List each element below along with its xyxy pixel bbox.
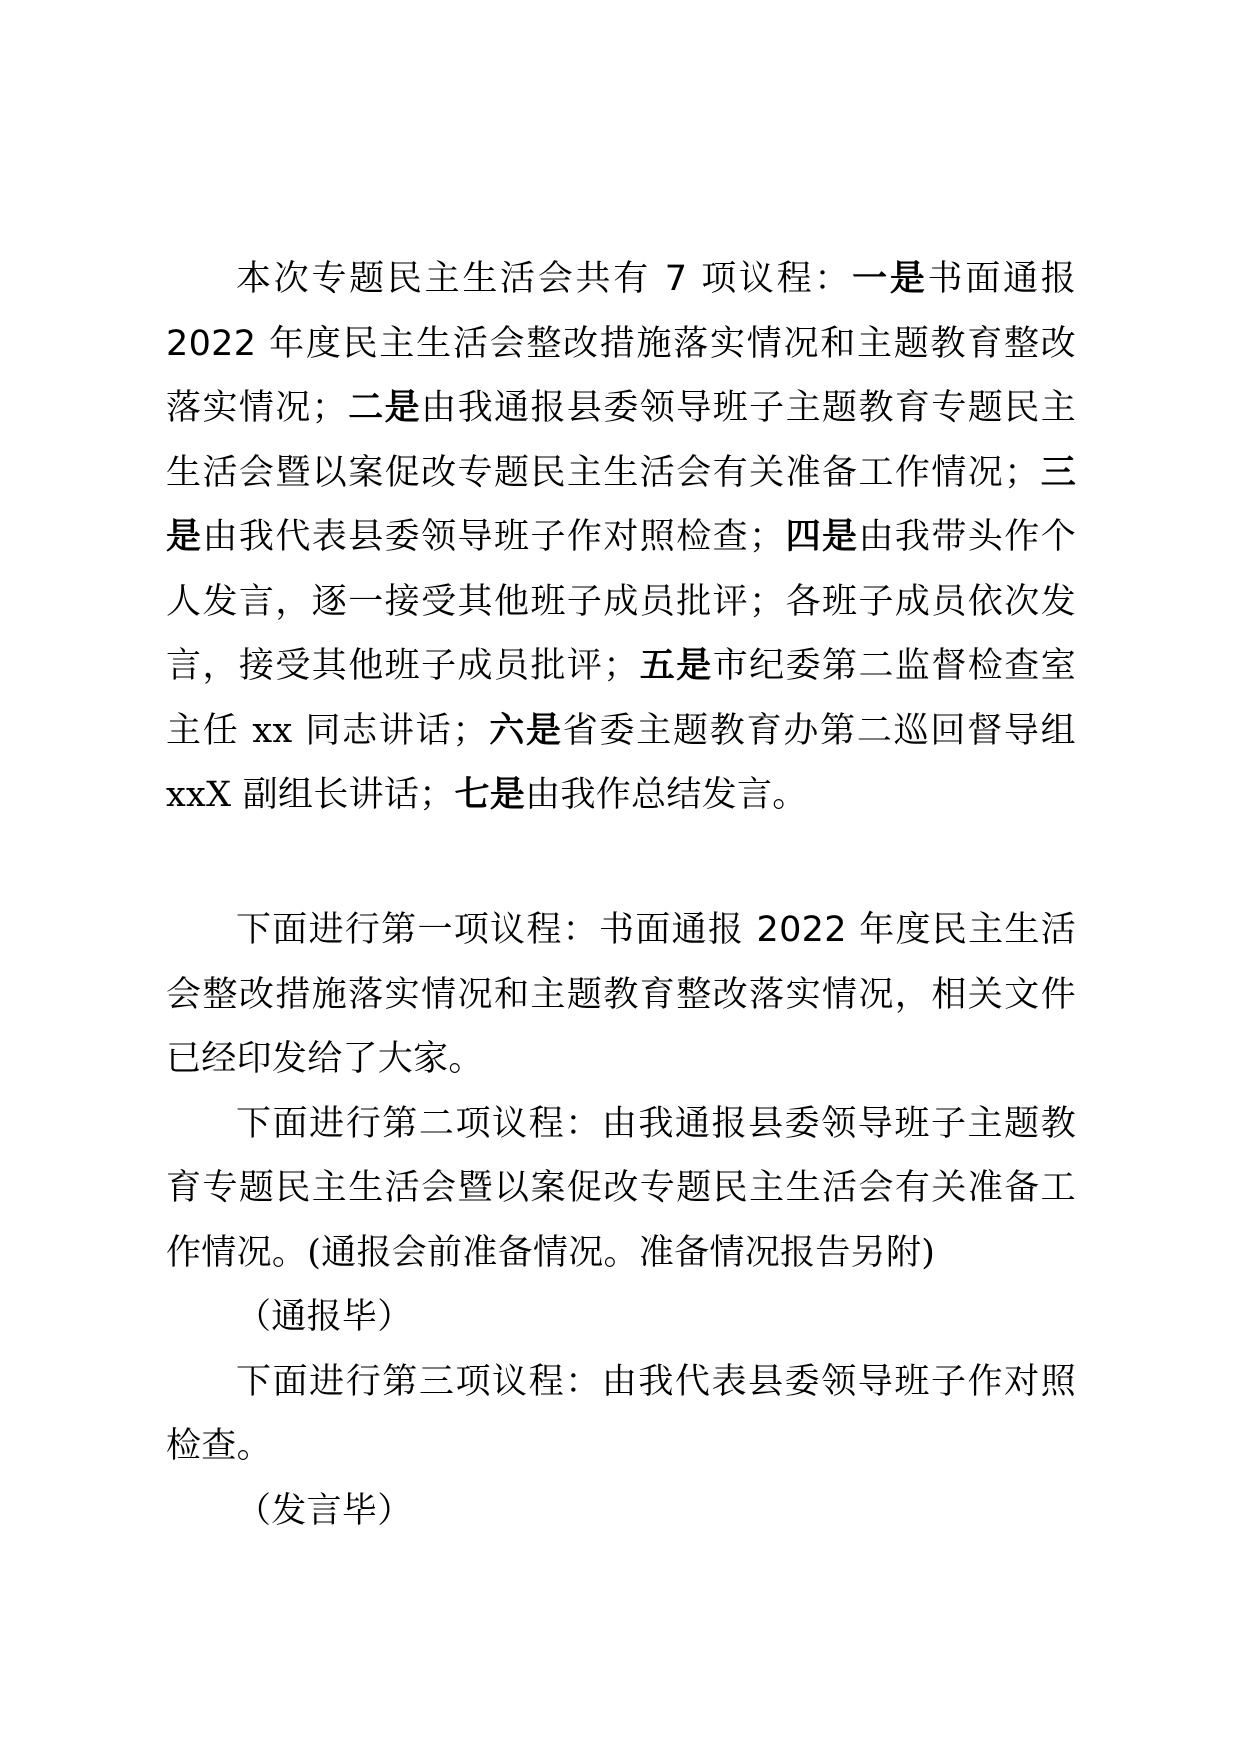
- agenda-item-5-name-placeholder: xx: [252, 710, 293, 751]
- agenda-item-1-text: 书面通报 2022 年度民主生活会整改措施落实情况和主题教育整改落实情况；: [166, 259, 1077, 428]
- agenda-item-4-text: 由我带头作个人发言，逐一接受其他班子成员批评；各班子成员依次发言，接受其他班子成员批评；: [166, 517, 1076, 686]
- agenda-item-6-marker: 六是: [487, 710, 563, 751]
- agenda-item-4-marker: 四是: [784, 517, 859, 557]
- agenda-intro: 本次专题民主生活会共有 7 项议程：: [236, 259, 853, 299]
- agenda-step-2-text: 下面进行第二项议程：由我通报县委领导班子主题教育专题民主生活会暨以案促改专题民主生活会有关准备工作情况。: [166, 1103, 1076, 1273]
- agenda-item-5-text-before: 市纪委第二监督检查室主任: [166, 646, 1076, 751]
- agenda-item-6-text-before: 省委主题教育办第二巡回督导组: [562, 710, 1076, 751]
- speech-finished-note: （发言毕）: [236, 1490, 413, 1531]
- agenda-item-2-marker: 二是: [347, 388, 422, 428]
- agenda-overview-section: [166, 247, 1076, 828]
- agenda-step-1-paragraph: 下面进行第一项议程：书面通报 2022 年度民主生活会整改措施落实情况和主题教育整改落实情况，相关文件已经印发给了大家。: [166, 910, 1076, 1079]
- report-finished-note: （通报毕）: [236, 1297, 413, 1337]
- agenda-proceedings-section: [166, 898, 1076, 1543]
- agenda-item-7-text: 由我作总结发言。: [525, 775, 808, 815]
- agenda-step-3-paragraph: 下面进行第三项议程：由我代表县委领导班子作对照检查。: [166, 1361, 1076, 1466]
- agenda-item-5-text-after: 同志讲话；: [292, 710, 488, 751]
- agenda-item-3-text: 由我代表县委领导班子作对照检查；: [202, 517, 785, 557]
- agenda-item-1-marker: 一是: [852, 259, 928, 299]
- agenda-step-2-note: (通报会前准备情况。准备情况报告另附): [307, 1232, 936, 1273]
- agenda-item-2-text: 由我通报县委领导班子主题教育专题民主生活会暨以案促改专题民主生活会有关准备工作情况；: [166, 388, 1076, 493]
- agenda-item-5-marker: 五是: [638, 646, 713, 686]
- agenda-item-6-text-after: 副组长讲话；: [231, 775, 455, 815]
- agenda-step-2-paragraph: [166, 1092, 1076, 1286]
- agenda-item-3-marker: 三是: [166, 452, 1076, 557]
- agenda-overview-paragraph: [166, 247, 1076, 828]
- agenda-item-7-marker: 七是: [454, 775, 526, 815]
- agenda-item-6-name-placeholder: xxX: [166, 775, 232, 815]
